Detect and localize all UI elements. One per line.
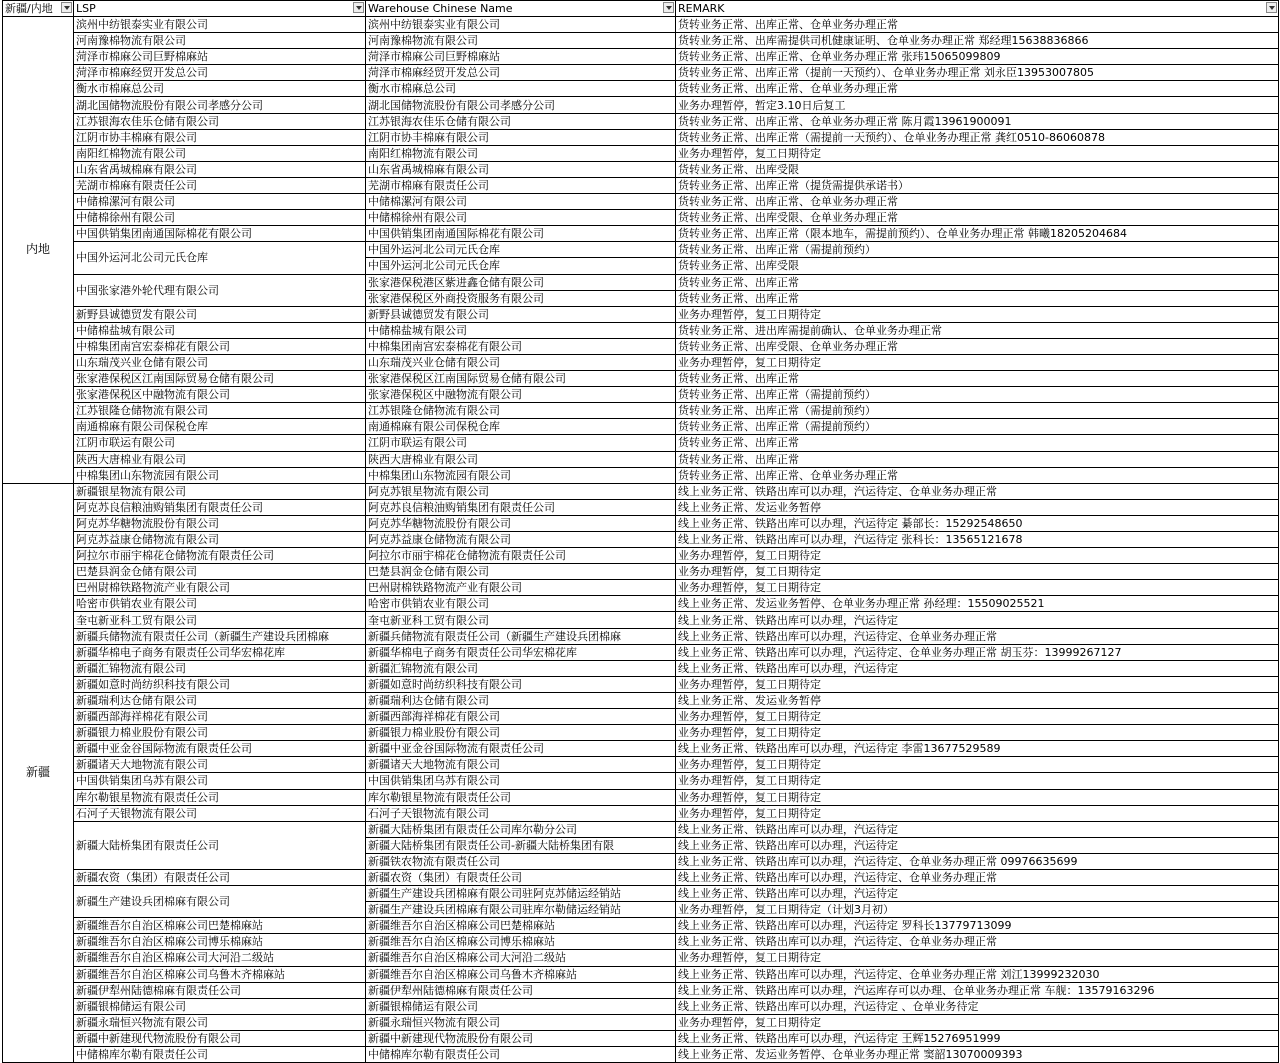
warehouse-cell[interactable]: 山东省禹城棉麻有限公司 <box>366 161 676 177</box>
lsp-cell[interactable]: 江阴市协丰棉麻有限公司 <box>74 129 366 145</box>
lsp-cell[interactable]: 阿克苏益康仓储物流有限公司 <box>74 532 366 548</box>
remark-cell[interactable]: 线上业务正常、铁路出库可以办理，汽运待定、仓单业务办理正常 <box>676 869 1279 885</box>
lsp-cell[interactable]: 巴楚县润金仓储有限公司 <box>74 564 366 580</box>
warehouse-cell[interactable]: 新疆西部海祥棉花有限公司 <box>366 709 676 725</box>
remark-cell[interactable]: 线上业务正常、发运业务暂停 <box>676 499 1279 515</box>
remark-cell[interactable]: 线上业务正常、铁路出库可以办理，汽运待定、仓单业务办理正常 <box>676 483 1279 499</box>
warehouse-cell[interactable]: 江阴市协丰棉麻有限公司 <box>366 129 676 145</box>
table-row <box>3 467 1279 483</box>
remark-cell[interactable]: 货转业务正常、出库正常（需提前预约） <box>676 403 1279 419</box>
table-row <box>3 113 1279 129</box>
warehouse-cell[interactable]: 新疆银棉储运有限公司 <box>366 998 676 1014</box>
remark-cell[interactable]: 线上业务正常、铁路出库可以办理，汽运待定 、仓单业务待定 <box>676 998 1279 1014</box>
remark-cell[interactable]: 业务办理暂停，复工日期待定 <box>676 306 1279 322</box>
table-row <box>3 998 1279 1014</box>
table-row <box>3 322 1279 338</box>
table-row <box>3 548 1279 564</box>
warehouse-cell[interactable]: 奎屯新亚科工贸有限公司 <box>366 612 676 628</box>
remark-cell[interactable]: 线上业务正常、铁路出库可以办理，汽运待定、仓单业务办理正常 刘江13999232030 <box>676 966 1279 982</box>
table-row <box>3 757 1279 773</box>
remark-cell[interactable]: 业务办理暂停，复工日期待定 <box>676 354 1279 370</box>
warehouse-cell[interactable]: 新野县诚德贸发有限公司 <box>366 306 676 322</box>
filter-dropdown-icon[interactable] <box>353 2 364 13</box>
warehouse-cell[interactable]: 中储棉盐城有限公司 <box>366 322 676 338</box>
remark-cell[interactable]: 业务办理暂停，暂定3.10日后复工 <box>676 97 1279 113</box>
warehouse-cell[interactable]: 阿克苏银星物流有限公司 <box>366 483 676 499</box>
warehouse-cell[interactable]: 新疆瑞利达仓储有限公司 <box>366 692 676 708</box>
table-row <box>3 194 1279 210</box>
warehouse-cell[interactable]: 中储棉漯河有限公司 <box>366 194 676 210</box>
remark-cell[interactable]: 线上业务正常、发运业务暂停 <box>676 692 1279 708</box>
table-row <box>3 532 1279 548</box>
remark-cell[interactable]: 线上业务正常、发运业务暂停、仓单业务办理正常 孙经理：15509025521 <box>676 596 1279 612</box>
lsp-cell[interactable]: 南阳红棉物流有限公司 <box>74 145 366 161</box>
lsp-cell[interactable]: 新疆维吾尔自治区棉麻公司大河沿二级站 <box>74 950 366 966</box>
lsp-cell[interactable]: 中国供销集团乌苏有限公司 <box>74 773 366 789</box>
table-row <box>3 580 1279 596</box>
lsp-cell[interactable]: 中储棉漯河有限公司 <box>74 194 366 210</box>
warehouse-cell[interactable]: 中储棉库尔勒有限责任公司 <box>366 1047 676 1063</box>
remark-cell[interactable]: 线上业务正常、铁路出库可以办理，汽运待定、仓单业务办理正常 <box>676 628 1279 644</box>
header-warehouse-label: Warehouse Chinese Name <box>368 2 513 15</box>
remark-cell[interactable]: 货转业务正常、出库正常、仓单业务办理正常 <box>676 81 1279 97</box>
remark-cell[interactable]: 业务办理暂停，复工日期待定 <box>676 950 1279 966</box>
table-row <box>3 33 1279 49</box>
filter-dropdown-icon[interactable] <box>663 2 674 13</box>
warehouse-cell[interactable]: 江阴市联运有限公司 <box>366 435 676 451</box>
warehouse-cell[interactable]: 中国供销集团南通国际棉花有限公司 <box>366 226 676 242</box>
lsp-cell[interactable]: 新疆农资（集团）有限责任公司 <box>74 869 366 885</box>
lsp-cell[interactable]: 新疆维吾尔自治区棉麻公司乌鲁木齐棉麻站 <box>74 966 366 982</box>
warehouse-cell[interactable]: 新疆银力棉业股份有限公司 <box>366 725 676 741</box>
lsp-cell[interactable]: 阿克苏良信粮油购销集团有限责任公司 <box>74 499 366 515</box>
remark-cell[interactable]: 线上业务正常、铁路出库可以办理，汽运待定 <box>676 612 1279 628</box>
lsp-cell[interactable]: 新疆维吾尔自治区棉麻公司博乐棉麻站 <box>74 934 366 950</box>
header-region-label: 新疆/内地 <box>5 2 53 15</box>
warehouse-cell[interactable]: 南阳红棉物流有限公司 <box>366 145 676 161</box>
table-row <box>3 628 1279 644</box>
warehouse-cell[interactable]: 阿克苏益康仓储物流有限公司 <box>366 532 676 548</box>
remark-cell[interactable]: 线上业务正常、铁路出库可以办理，汽运待定、仓单业务办理正常 09976635699 <box>676 853 1279 869</box>
remark-cell[interactable]: 业务办理暂停，复工日期待定 <box>676 789 1279 805</box>
remark-cell[interactable]: 线上业务正常、铁路出库可以办理，汽运待定 张科长：13565121678 <box>676 532 1279 548</box>
lsp-cell[interactable]: 新疆生产建设兵团棉麻有限公司 <box>74 886 366 918</box>
lsp-cell[interactable]: 菏泽市棉麻公司巨野棉麻站 <box>74 49 366 65</box>
warehouse-cell[interactable]: 张家港保税区中融物流有限公司 <box>366 387 676 403</box>
warehouse-cell[interactable]: 衡水市棉麻总公司 <box>366 81 676 97</box>
warehouse-cell[interactable]: 新疆维吾尔自治区棉麻公司博乐棉麻站 <box>366 934 676 950</box>
warehouse-cell[interactable]: 江苏银海农佳乐仓储有限公司 <box>366 113 676 129</box>
warehouse-cell[interactable]: 新疆如意时尚纺织科技有限公司 <box>366 676 676 692</box>
lsp-cell[interactable]: 新野县诚德贸发有限公司 <box>74 306 366 322</box>
table-row <box>3 499 1279 515</box>
table-row <box>3 129 1279 145</box>
remark-cell[interactable]: 业务办理暂停，复工日期待定 <box>676 580 1279 596</box>
warehouse-cell[interactable]: 哈密市供销农业有限公司 <box>366 596 676 612</box>
remark-cell[interactable]: 业务办理暂停，复工日期待定 <box>676 805 1279 821</box>
table-row <box>3 1047 1279 1063</box>
remark-cell[interactable]: 线上业务正常、铁路出库可以办理，汽运待定、仓单业务办理正常 胡玉芬：13999267127 <box>676 644 1279 660</box>
remark-cell[interactable]: 货转业务正常、出库正常（需提前预约） <box>676 242 1279 258</box>
header-lsp-label: LSP <box>76 2 96 15</box>
warehouse-cell[interactable]: 山东瑞茂兴业仓储有限公司 <box>366 354 676 370</box>
lsp-cell[interactable]: 菏泽市棉麻经贸开发总公司 <box>74 65 366 81</box>
lsp-cell[interactable]: 中棉集团南宫宏泰棉花有限公司 <box>74 338 366 354</box>
remark-cell[interactable]: 货转业务正常、出库受限 <box>676 161 1279 177</box>
region-cell[interactable]: 内地 <box>3 17 74 484</box>
remark-cell[interactable]: 货转业务正常、出库正常 <box>676 274 1279 290</box>
remark-cell[interactable]: 货转业务正常、出库正常 <box>676 435 1279 451</box>
remark-cell[interactable]: 货转业务正常、出库正常 <box>676 451 1279 467</box>
lsp-cell[interactable]: 中国外运河北公司元氏仓库 <box>74 242 366 274</box>
table-row <box>3 821 1279 837</box>
table-row <box>3 387 1279 403</box>
header-lsp <box>74 1 366 17</box>
remark-cell[interactable]: 货转业务正常、出库正常（提货需提供承诺书） <box>676 177 1279 193</box>
table-row <box>3 676 1279 692</box>
remark-cell[interactable]: 线上业务正常、铁路出库可以办理，汽运待定、仓单业务办理正常 <box>676 934 1279 950</box>
lsp-cell[interactable]: 中国张家港外轮代理有限公司 <box>74 274 366 306</box>
lsp-cell[interactable]: 中棉集团山东物流园有限公司 <box>74 467 366 483</box>
remark-cell[interactable]: 货转业务正常、出库正常 <box>676 371 1279 387</box>
lsp-cell[interactable]: 新疆维吾尔自治区棉麻公司巴楚棉麻站 <box>74 918 366 934</box>
lsp-cell[interactable]: 新疆汇锦物流有限公司 <box>74 660 366 676</box>
table-row <box>3 274 1279 290</box>
warehouse-cell[interactable]: 河南豫棉物流有限公司 <box>366 33 676 49</box>
warehouse-cell[interactable]: 巴州尉棉铁路物流产业有限公司 <box>366 580 676 596</box>
remark-cell[interactable]: 业务办理暂停，复工日期待定 <box>676 548 1279 564</box>
header-remark <box>676 1 1279 17</box>
warehouse-cell[interactable]: 张家港保税区外商投资服务有限公司 <box>366 290 676 306</box>
lsp-cell[interactable]: 陕西大唐棉业有限公司 <box>74 451 366 467</box>
remark-cell[interactable]: 线上业务正常、发运业务暂停、仓单业务办理正常 窦韶13070009393 <box>676 1047 1279 1063</box>
header-row <box>3 1 1279 17</box>
lsp-cell[interactable]: 新疆中亚金谷国际物流有限责任公司 <box>74 741 366 757</box>
lsp-cell[interactable]: 湖北国储物流股份有限公司孝感分公司 <box>74 97 366 113</box>
remark-cell[interactable]: 货转业务正常、出库正常（需提前一天预约）、仓单业务办理正常 龚红0510-86060878 <box>676 129 1279 145</box>
lsp-cell[interactable]: 库尔勒银星物流有限责任公司 <box>74 789 366 805</box>
table-row <box>3 612 1279 628</box>
remark-cell[interactable]: 线上业务正常、铁路出库可以办理，汽运库存可以办理、仓单业务办理正常 车舰：13579163296 <box>676 982 1279 998</box>
remark-cell[interactable]: 货转业务正常、出库正常（限本地车，需提前预约）、仓单业务办理正常 韩曦18205204684 <box>676 226 1279 242</box>
lsp-cell[interactable]: 新疆银星物流有限公司 <box>74 483 366 499</box>
remark-cell[interactable]: 业务办理暂停，复工日期待定（计划3月初） <box>676 902 1279 918</box>
lsp-cell[interactable]: 南通棉麻有限公司保税仓库 <box>74 419 366 435</box>
table-row <box>3 435 1279 451</box>
table-row <box>3 419 1279 435</box>
region-cell[interactable]: 新疆 <box>3 483 74 1062</box>
lsp-cell[interactable]: 张家港保税区中融物流有限公司 <box>74 387 366 403</box>
remark-cell[interactable]: 货转业务正常、出库受限、仓单业务办理正常 <box>676 210 1279 226</box>
table-row <box>3 210 1279 226</box>
table-row <box>3 177 1279 193</box>
warehouse-cell[interactable]: 中国外运河北公司元氏仓库 <box>366 242 676 258</box>
header-warehouse <box>366 1 676 17</box>
lsp-cell[interactable]: 山东省禹城棉麻有限公司 <box>74 161 366 177</box>
lsp-cell[interactable]: 中储棉库尔勒有限责任公司 <box>74 1047 366 1063</box>
lsp-cell[interactable]: 山东瑞茂兴业仓储有限公司 <box>74 354 366 370</box>
remark-cell[interactable]: 线上业务正常、铁路出库可以办理，汽运待定 王辉15276951999 <box>676 1030 1279 1046</box>
warehouse-cell[interactable]: 滨州中纺银泰实业有限公司 <box>366 17 676 33</box>
warehouse-cell[interactable]: 新疆中亚金谷国际物流有限责任公司 <box>366 741 676 757</box>
lsp-cell[interactable]: 新疆如意时尚纺织科技有限公司 <box>74 676 366 692</box>
warehouse-cell[interactable]: 石河子天银物流有限公司 <box>366 805 676 821</box>
table-row <box>3 950 1279 966</box>
table-row <box>3 934 1279 950</box>
remark-cell[interactable]: 线上业务正常、铁路出库可以办理，汽运待定 罗科长13779713099 <box>676 918 1279 934</box>
lsp-cell[interactable]: 芜湖市棉麻有限责任公司 <box>74 177 366 193</box>
table-row <box>3 17 1279 33</box>
table-row <box>3 451 1279 467</box>
lsp-cell[interactable]: 新疆银力棉业股份有限公司 <box>74 725 366 741</box>
warehouse-cell[interactable]: 阿拉尔市丽宇棉花仓储物流有限责任公司 <box>366 548 676 564</box>
warehouse-cell[interactable]: 江苏银隆仓储物流有限公司 <box>366 403 676 419</box>
table-row <box>3 371 1279 387</box>
remark-cell[interactable]: 线上业务正常、铁路出库可以办理，汽运待定 <box>676 660 1279 676</box>
table-row <box>3 918 1279 934</box>
warehouse-cell[interactable]: 新疆伊犁州陆德棉麻有限责任公司 <box>366 982 676 998</box>
warehouse-cell[interactable]: 新疆维吾尔自治区棉麻公司乌鲁木齐棉麻站 <box>366 966 676 982</box>
table-row <box>3 145 1279 161</box>
warehouse-cell[interactable]: 中储棉徐州有限公司 <box>366 210 676 226</box>
lsp-cell[interactable]: 新疆瑞利达仓储有限公司 <box>74 692 366 708</box>
warehouse-cell[interactable]: 新疆铁农物流有限责任公司 <box>366 853 676 869</box>
warehouse-cell[interactable]: 菏泽市棉麻公司巨野棉麻站 <box>366 49 676 65</box>
remark-cell[interactable]: 货转业务正常、进出库需提前确认、仓单业务办理正常 <box>676 322 1279 338</box>
warehouse-cell[interactable]: 新疆永瑞恒兴物流有限公司 <box>366 1014 676 1030</box>
table-row <box>3 65 1279 81</box>
table-row <box>3 338 1279 354</box>
table-row <box>3 644 1279 660</box>
table-row <box>3 226 1279 242</box>
warehouse-cell[interactable]: 菏泽市棉麻经贸开发总公司 <box>366 65 676 81</box>
remark-cell[interactable]: 业务办理暂停，复工日期待定 <box>676 145 1279 161</box>
warehouse-cell[interactable]: 新疆诸天大地物流有限公司 <box>366 757 676 773</box>
lsp-cell[interactable]: 石河子天银物流有限公司 <box>74 805 366 821</box>
warehouse-cell[interactable]: 中国外运河北公司元氏仓库 <box>366 258 676 274</box>
table-row <box>3 97 1279 113</box>
remark-cell[interactable]: 货转业务正常、出库需提供司机健康证明、仓单业务办理正常 郑经理15638836866 <box>676 33 1279 49</box>
remark-cell[interactable]: 线上业务正常、铁路出库可以办理，汽运待定 <box>676 837 1279 853</box>
remark-cell[interactable]: 业务办理暂停，复工日期待定 <box>676 676 1279 692</box>
table-row <box>3 789 1279 805</box>
table-row <box>3 515 1279 531</box>
remark-cell[interactable]: 货转业务正常、出库正常（需提前预约） <box>676 419 1279 435</box>
cotton-warehouse-table <box>2 0 1279 1063</box>
lsp-cell[interactable]: 阿拉尔市丽宇棉花仓储物流有限责任公司 <box>74 548 366 564</box>
remark-cell[interactable]: 货转业务正常、出库正常（需提前预约） <box>676 387 1279 403</box>
lsp-cell[interactable]: 滨州中纺银泰实业有限公司 <box>74 17 366 33</box>
lsp-cell[interactable]: 奎屯新亚科工贸有限公司 <box>74 612 366 628</box>
remark-cell[interactable]: 货转业务正常、出库正常（提前一天预约）、仓单业务办理正常 刘永臣13953007805 <box>676 65 1279 81</box>
warehouse-cell[interactable]: 新疆生产建设兵团棉麻有限公司驻阿克苏储运经销站 <box>366 886 676 902</box>
table-row <box>3 982 1279 998</box>
remark-cell[interactable]: 货转业务正常、出库正常 <box>676 290 1279 306</box>
remark-cell[interactable]: 业务办理暂停，复工日期待定 <box>676 773 1279 789</box>
warehouse-cell[interactable]: 新疆大陆桥集团有限责任公司-新疆大陆桥集团有限 <box>366 837 676 853</box>
lsp-cell[interactable]: 新疆大陆桥集团有限责任公司 <box>74 821 366 869</box>
warehouse-cell[interactable]: 新疆大陆桥集团有限责任公司库尔勒分公司 <box>366 821 676 837</box>
lsp-cell[interactable]: 新疆华棉电子商务有限责任公司华宏棉花库 <box>74 644 366 660</box>
table-row <box>3 403 1279 419</box>
lsp-cell[interactable]: 江苏银隆仓储物流有限公司 <box>74 403 366 419</box>
lsp-cell[interactable]: 新疆中新建现代物流股份有限公司 <box>74 1030 366 1046</box>
filter-dropdown-icon[interactable] <box>61 2 72 13</box>
warehouse-cell[interactable]: 张家港保税区江南国际贸易仓储有限公司 <box>366 371 676 387</box>
filter-dropdown-icon[interactable] <box>1266 2 1277 13</box>
lsp-cell[interactable]: 中储棉徐州有限公司 <box>74 210 366 226</box>
warehouse-cell[interactable]: 陕西大唐棉业有限公司 <box>366 451 676 467</box>
table-row <box>3 709 1279 725</box>
table-row <box>3 1030 1279 1046</box>
lsp-cell[interactable]: 张家港保税区江南国际贸易仓储有限公司 <box>74 371 366 387</box>
warehouse-cell[interactable]: 张家港保税港区紫进鑫仓储有限公司 <box>366 274 676 290</box>
warehouse-cell[interactable]: 新疆维吾尔自治区棉麻公司大河沿二级站 <box>366 950 676 966</box>
remark-cell[interactable]: 业务办理暂停，复工日期待定 <box>676 725 1279 741</box>
warehouse-cell[interactable]: 新疆汇锦物流有限公司 <box>366 660 676 676</box>
warehouse-cell[interactable]: 新疆生产建设兵团棉麻有限公司驻库尔勒储运经销站 <box>366 902 676 918</box>
warehouse-cell[interactable]: 巴楚县润金仓储有限公司 <box>366 564 676 580</box>
warehouse-cell[interactable]: 新疆华棉电子商务有限责任公司华宏棉花库 <box>366 644 676 660</box>
warehouse-cell[interactable]: 阿克苏华糖物流股份有限公司 <box>366 515 676 531</box>
remark-cell[interactable]: 货转业务正常、出库正常、仓单业务办理正常 <box>676 17 1279 33</box>
table-row <box>3 725 1279 741</box>
warehouse-cell[interactable]: 新疆农资（集团）有限责任公司 <box>366 869 676 885</box>
table-body <box>3 17 1279 1063</box>
table-row <box>3 306 1279 322</box>
table-row <box>3 805 1279 821</box>
lsp-cell[interactable]: 中国供销集团南通国际棉花有限公司 <box>74 226 366 242</box>
lsp-cell[interactable]: 新疆银棉储运有限公司 <box>74 998 366 1014</box>
remark-cell[interactable]: 线上业务正常、铁路出库可以办理，汽运待定 <box>676 821 1279 837</box>
remark-cell[interactable]: 货转业务正常、出库受限 <box>676 258 1279 274</box>
lsp-cell[interactable]: 新疆西部海祥棉花有限公司 <box>74 709 366 725</box>
table-row <box>3 886 1279 902</box>
warehouse-cell[interactable]: 南通棉麻有限公司保税仓库 <box>366 419 676 435</box>
table-row <box>3 49 1279 65</box>
table-row <box>3 161 1279 177</box>
warehouse-cell[interactable]: 阿克苏良信粮油购销集团有限责任公司 <box>366 499 676 515</box>
table-row <box>3 869 1279 885</box>
warehouse-cell[interactable]: 湖北国储物流股份有限公司孝感分公司 <box>366 97 676 113</box>
table-row <box>3 81 1279 97</box>
lsp-cell[interactable]: 新疆兵储物流有限责任公司（新疆生产建设兵团棉麻 <box>74 628 366 644</box>
warehouse-cell[interactable]: 中国供销集团乌苏有限公司 <box>366 773 676 789</box>
lsp-cell[interactable]: 阿克苏华糖物流股份有限公司 <box>74 515 366 531</box>
lsp-cell[interactable]: 哈密市供销农业有限公司 <box>74 596 366 612</box>
remark-cell[interactable]: 业务办理暂停，复工日期待定 <box>676 1014 1279 1030</box>
lsp-cell[interactable]: 巴州尉棉铁路物流产业有限公司 <box>74 580 366 596</box>
warehouse-cell[interactable]: 新疆中新建现代物流股份有限公司 <box>366 1030 676 1046</box>
table-row <box>3 741 1279 757</box>
warehouse-cell[interactable]: 库尔勒银星物流有限责任公司 <box>366 789 676 805</box>
lsp-cell[interactable]: 衡水市棉麻总公司 <box>74 81 366 97</box>
warehouse-cell[interactable]: 芜湖市棉麻有限责任公司 <box>366 177 676 193</box>
warehouse-cell[interactable]: 新疆兵储物流有限责任公司（新疆生产建设兵团棉麻 <box>366 628 676 644</box>
remark-cell[interactable]: 业务办理暂停，复工日期待定 <box>676 757 1279 773</box>
table-row <box>3 354 1279 370</box>
remark-cell[interactable]: 线上业务正常、铁路出库可以办理，汽运待定 綦部长：15292548650 <box>676 515 1279 531</box>
table-row <box>3 966 1279 982</box>
lsp-cell[interactable]: 新疆伊犁州陆德棉麻有限责任公司 <box>74 982 366 998</box>
lsp-cell[interactable]: 新疆永瑞恒兴物流有限公司 <box>74 1014 366 1030</box>
table-row <box>3 242 1279 258</box>
warehouse-cell[interactable]: 中棉集团山东物流园有限公司 <box>366 467 676 483</box>
lsp-cell[interactable]: 江阴市联运有限公司 <box>74 435 366 451</box>
lsp-cell[interactable]: 中储棉盐城有限公司 <box>74 322 366 338</box>
table-row <box>3 483 1279 499</box>
table-row <box>3 1014 1279 1030</box>
remark-cell[interactable]: 业务办理暂停，复工日期待定 <box>676 564 1279 580</box>
table-row <box>3 773 1279 789</box>
table-row <box>3 692 1279 708</box>
table-row <box>3 596 1279 612</box>
warehouse-cell[interactable]: 中棉集团南宫宏泰棉花有限公司 <box>366 338 676 354</box>
lsp-cell[interactable]: 江苏银海农佳乐仓储有限公司 <box>74 113 366 129</box>
remark-cell[interactable]: 货转业务正常、出库正常、仓单业务办理正常 陈月霞13961900091 <box>676 113 1279 129</box>
warehouse-cell[interactable]: 新疆维吾尔自治区棉麻公司巴楚棉麻站 <box>366 918 676 934</box>
remark-cell[interactable]: 货转业务正常、出库正常、仓单业务办理正常 张玮15065099809 <box>676 49 1279 65</box>
remark-cell[interactable]: 货转业务正常、出库正常、仓单业务办理正常 <box>676 194 1279 210</box>
remark-cell[interactable]: 线上业务正常、铁路出库可以办理，汽运待定 <box>676 886 1279 902</box>
remark-cell[interactable]: 货转业务正常、出库正常、仓单业务办理正常 <box>676 467 1279 483</box>
header-region <box>3 1 74 17</box>
header-remark-label: REMARK <box>678 2 725 15</box>
remark-cell[interactable]: 业务办理暂停，复工日期待定 <box>676 709 1279 725</box>
table-row <box>3 564 1279 580</box>
lsp-cell[interactable]: 新疆诸天大地物流有限公司 <box>74 757 366 773</box>
lsp-cell[interactable]: 河南豫棉物流有限公司 <box>74 33 366 49</box>
remark-cell[interactable]: 线上业务正常、铁路出库可以办理，汽运待定 李雷13677529589 <box>676 741 1279 757</box>
table-row <box>3 660 1279 676</box>
remark-cell[interactable]: 货转业务正常、出库受限、仓单业务办理正常 <box>676 338 1279 354</box>
